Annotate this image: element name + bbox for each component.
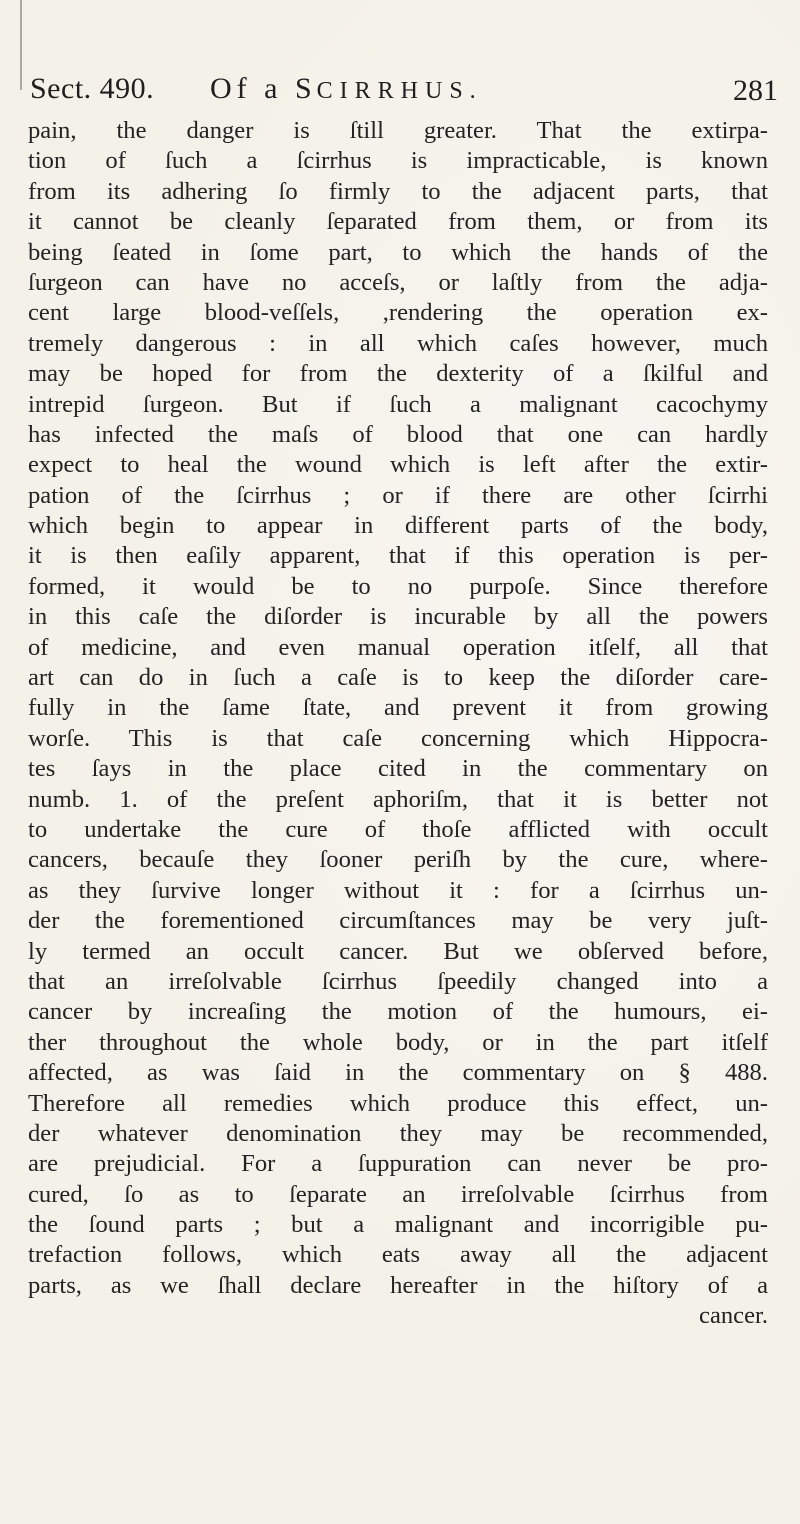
text-line: worſe. This is that caſe concerning which Hippocra- [28, 724, 768, 752]
text-line: the ſound parts ; but a malignant and incorrigible pu- [28, 1211, 768, 1239]
text-line: which begin to appear in different parts of the body, [28, 512, 768, 540]
text-line: it cannot be cleanly ſeparated from them, or from its [28, 208, 768, 236]
catchword: cancer. [699, 1302, 768, 1330]
running-title-smallcaps: CIRRHUS. [316, 78, 483, 104]
text-line: are prejudicial. For a ſuppuration can never be pro- [28, 1150, 768, 1178]
running-header [30, 72, 778, 116]
text-line: to undertake the cure of thoſe afflicted with occult [28, 815, 768, 843]
section-number: Sect. 490. [30, 72, 155, 105]
text-line: tes ſays in the place cited in the commentary on [28, 755, 768, 783]
text-line: ly termed an occult cancer. But we obſerved before, [28, 937, 768, 965]
page-number: 281 [733, 74, 778, 107]
text-line: that an irreſolvable ſcirrhus ſpeedily changed into a [28, 967, 768, 995]
body-text [28, 116, 768, 1332]
text-line: from its adhering ſo firmly to the adjacent parts, that [28, 177, 768, 205]
text-line: expect to heal the wound which is left after the extir- [28, 451, 768, 479]
text-line: cent large blood-veſſels, ,rendering the operation ex- [28, 299, 768, 327]
text-line: ſurgeon can have no acceſs, or laſtly from the adja- [28, 268, 768, 296]
text-line: intrepid ſurgeon. But if ſuch a malignant cacochymy [28, 390, 768, 418]
text-line: cancers, becauſe they ſooner periſh by the cure, where- [28, 846, 768, 874]
text-line: der whatever denomination they may be recommended, [28, 1119, 768, 1147]
text-line: Therefore all remedies which produce this effect, un- [28, 1089, 768, 1117]
text-line: numb. 1. of the preſent aphoriſm, that it is better not [28, 785, 768, 813]
text-line: affected, as was ſaid in the commentary on § 488. [28, 1059, 768, 1087]
text-line: has infected the maſs of blood that one can hardly [28, 420, 768, 448]
text-line: cured, ſo as to ſeparate an irreſolvable ſcirrhus from [28, 1180, 768, 1208]
text-line: tion of ſuch a ſcirrhus is impracticable, is known [28, 147, 768, 175]
text-line: trefaction follows, which eats away all the adjacent [28, 1241, 768, 1269]
text-line: pain, the danger is ſtill greater. That the extirpa- [28, 117, 768, 144]
text-line: der the forementioned circumſtances may be very juſt- [28, 907, 768, 935]
text-line: in this caſe the diſorder is incurable by all the powers [28, 603, 768, 631]
text-line: being ſeated in ſome part, to which the hands of the [28, 238, 768, 266]
text-line: fully in the ſame ſtate, and prevent it from growing [28, 694, 768, 722]
running-title [210, 72, 483, 106]
text-line: art can do in ſuch a caſe is to keep the diſorder care- [28, 664, 768, 692]
text-line: of medicine, and even manual operation itſelf, all that [28, 633, 768, 661]
text-line: tremely dangerous : in all which caſes however, much [28, 329, 768, 357]
text-line: pation of the ſcirrhus ; or if there are other ſcirrhi [28, 481, 768, 509]
text-line: formed, it would be to no purpoſe. Since therefore [28, 572, 768, 600]
running-title-prefix: Of a S [210, 72, 317, 105]
text-line: may be hoped for from the dexterity of a ſkilful and [28, 360, 768, 388]
text-line: it is then eaſily apparent, that if this operation is per- [28, 542, 768, 570]
text-line: ther throughout the whole body, or in the part itſelf [28, 1028, 768, 1056]
scan-margin-line [20, 0, 22, 90]
text-line: parts, as we ſhall declare hereafter in the hiſtory of a [28, 1271, 768, 1299]
text-line: cancer by increaſing the motion of the humours, ei- [28, 998, 768, 1026]
text-line: as they ſurvive longer without it : for a ſcirrhus un- [28, 876, 768, 904]
